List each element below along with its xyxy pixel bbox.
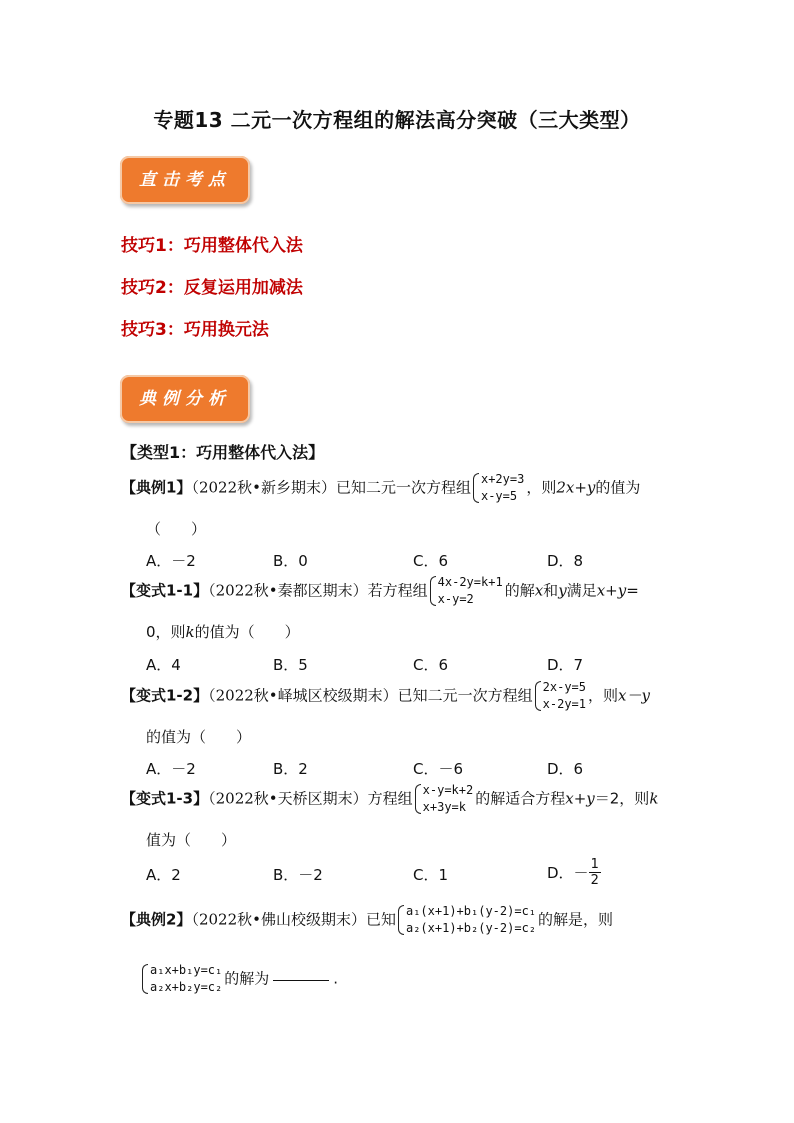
- question-tag: 【典例2】: [121, 910, 192, 929]
- option-c: C．1: [413, 866, 449, 884]
- option-b: B．2: [273, 760, 308, 778]
- question-3: [121, 679, 650, 713]
- option-b: B．5: [273, 656, 308, 674]
- equation-system: [473, 471, 524, 505]
- section-badge-key-points: 直击考点: [120, 156, 250, 204]
- equation: x-y=2: [437, 592, 474, 606]
- math-variable: k: [649, 789, 659, 808]
- question-tag: 【变式1-1】: [121, 581, 209, 600]
- equation: 2x-y=5: [542, 680, 587, 694]
- math-variable: x: [534, 581, 544, 600]
- answer-paren: （ ）: [146, 520, 207, 538]
- option-a: A．4: [146, 656, 181, 674]
- tip-3: 技巧3：巧用换元法: [121, 320, 269, 340]
- equation: a₁x+b₁y=c₁: [150, 963, 223, 977]
- equation: 4x-2y=k+1: [437, 575, 503, 589]
- fraction-numerator: 1: [590, 857, 599, 872]
- option-b: B．－2: [273, 866, 323, 884]
- question-text: 的值为（ ）: [194, 623, 300, 641]
- question-4-line2: 值为（ ）: [146, 831, 237, 849]
- option-c: C．－6: [413, 760, 464, 778]
- question-5-line2: [140, 962, 338, 996]
- question-source: （2022秋•秦都区期末）: [208, 581, 368, 600]
- question-5: [121, 903, 613, 937]
- equation: a₂x+b₂y=c₂: [150, 980, 223, 994]
- equation-system: [398, 903, 536, 937]
- question-source: （2022秋•佛山校级期末）: [191, 910, 366, 929]
- option-d: [547, 857, 601, 888]
- equation-system: [142, 962, 222, 996]
- equation: x-y=5: [480, 489, 518, 503]
- question-text: ，则: [588, 686, 619, 705]
- math-expression: 2x+y: [556, 478, 596, 497]
- question-text: ，则: [526, 478, 557, 497]
- question-text: 已知: [365, 910, 396, 929]
- question-tag: 【变式1-2】: [121, 686, 209, 705]
- question-text: 0，则: [146, 623, 186, 641]
- option-c: C．6: [413, 552, 449, 570]
- option-c: C．6: [413, 656, 449, 674]
- question-3-line2: 的值为（ ）: [146, 728, 252, 746]
- question-source: （2022秋•峄城区校级期末）: [208, 686, 398, 705]
- section-badge-examples: 典例分析: [120, 375, 250, 423]
- equation: x-y=k+2: [422, 783, 474, 797]
- equation: x+2y=3: [480, 472, 525, 486]
- fraction: [589, 857, 601, 888]
- math-expression: x－y: [618, 686, 650, 705]
- page-title: 专题13 二元一次方程组的解法高分突破（三大类型）: [153, 108, 641, 132]
- equation: x+3y=k: [422, 800, 467, 814]
- question-text: =: [626, 581, 639, 600]
- tip-2: 技巧2：反复运用加减法: [121, 278, 303, 298]
- question-text: 若方程组: [367, 581, 428, 600]
- math-expression: x+y: [565, 789, 595, 808]
- option-a: A．2: [146, 866, 181, 884]
- fraction-denominator: 2: [590, 873, 599, 888]
- option-a: A．－2: [146, 760, 196, 778]
- question-text: 和: [543, 581, 559, 600]
- equation: a₂(x+1)+b₂(y-2)=c₂: [405, 921, 537, 935]
- option-d: D．8: [547, 552, 584, 570]
- option-label: D．－: [547, 864, 589, 882]
- option-b: B．0: [273, 552, 308, 570]
- question-4: [121, 782, 658, 816]
- question-text: 的解是，则: [538, 910, 614, 929]
- question-text: 已知二元一次方程组: [335, 478, 471, 497]
- option-d: D．6: [547, 760, 584, 778]
- question-tag: 【典例1】: [121, 478, 192, 497]
- question-2: [121, 574, 639, 608]
- question-text: .: [333, 969, 339, 988]
- math-expression: x+y: [596, 581, 627, 600]
- answer-blank[interactable]: [273, 980, 329, 981]
- question-text: 的解适合方程: [475, 789, 566, 808]
- question-1: [121, 471, 640, 505]
- equation: a₁(x+1)+b₁(y-2)=c₁: [405, 904, 537, 918]
- question-text: 的解: [504, 581, 535, 600]
- question-source: （2022秋•新乡期末）: [191, 478, 336, 497]
- math-variable: y: [558, 581, 567, 600]
- question-text: ＝2，则: [594, 789, 650, 808]
- equation-system: [415, 782, 474, 816]
- option-d: D．7: [547, 656, 584, 674]
- option-a: A．－2: [146, 552, 196, 570]
- question-text: 的值为: [595, 478, 641, 497]
- equation-system: [430, 574, 503, 608]
- question-source: （2022秋•天桥区期末）: [208, 789, 368, 808]
- question-text: 的解为: [224, 969, 270, 988]
- type-heading: 【类型1：巧用整体代入法】: [121, 443, 325, 462]
- math-variable: k: [185, 623, 195, 641]
- question-text: 方程组: [367, 789, 413, 808]
- question-2-line2: [146, 621, 300, 642]
- equation: x-2y=1: [542, 697, 587, 711]
- tip-1: 技巧1：巧用整体代入法: [121, 236, 303, 256]
- question-text: 满足: [566, 581, 597, 600]
- equation-system: [535, 679, 586, 713]
- question-tag: 【变式1-3】: [121, 789, 209, 808]
- question-text: 已知二元一次方程组: [397, 686, 533, 705]
